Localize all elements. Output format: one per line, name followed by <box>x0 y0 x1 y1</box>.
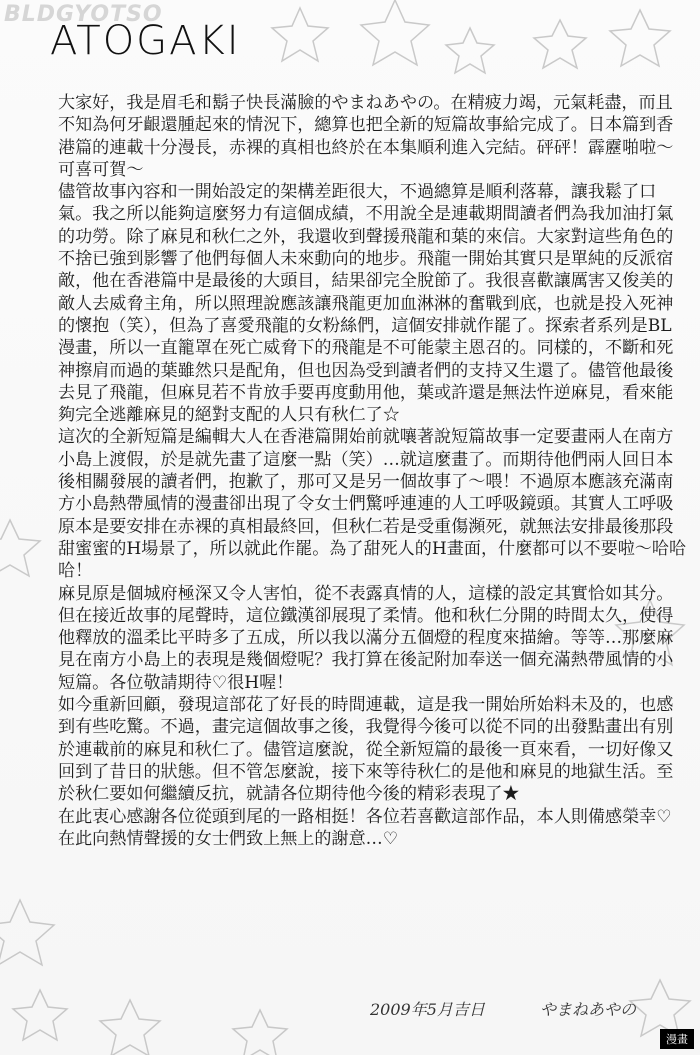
corner-logo: 漫畫 <box>660 1029 694 1049</box>
afterword-body <box>58 92 688 850</box>
paragraph: 麻見原是個城府極深又令人害怕，從不表露真情的人，這樣的設定其實恰如其分。但在接近故事的尾聲時，這位鐵漢卻展現了柔情。他和秋仁分開的時間太久，使得他釋放的溫柔比平時多了五成，所以我以滿分五個燈的程度來描繪。等等…那麼麻見在南方小島上的表現是幾個燈呢？我打算在後記附加奉送一個充滿熱帶風情的小短篇。各位敬請期待♡很H喔！ <box>58 583 674 693</box>
signature-author: やまねあやの <box>540 1000 637 1019</box>
watermark-text: BLDGYOTSO <box>4 2 163 27</box>
paragraph: 在此衷心感謝各位從頭到尾的一路相挺！各位若喜歡這部作品，本人則備感榮幸♡在此向熱情聲援的女士們致上無上的謝意…♡ <box>58 806 672 849</box>
signature-date: 2009年5月吉日 <box>370 1000 485 1019</box>
paragraph: 這次的全新短篇是編輯大人在香港篇開始前就嚷著說短篇故事一定要畫兩人在南方小島上渡假，於是就先畫了這麼一點（笑）…就這麼畫了。而期待他們兩人回日本後相關發展的讀者們，抱歉了，那可又是另一個故事了～喂！不過原本應該充滿南方小島熱帶風情的漫畫卻出現了令女士們驚呼連連的人工呼吸鏡頭。其實人工呼吸原本是要安排在赤裸的真相最終回，但秋仁若是受重傷瀕死，就無法安排最後那段甜蜜蜜的H場景了，所以就此作罷。為了甜死人的H畫面，什麼都可以不要啦～哈哈哈！ <box>58 427 687 582</box>
page-title: ATOGAKI <box>50 18 241 64</box>
paragraph: 如今重新回顧，發現這部花了好長的時間連載，這是我一開始所始料未及的，也感到有些吃驚。不過，畫完這個故事之後，我覺得今後可以從不同的出發點畫出有別於連載前的麻見和秋仁了。儘管這麼說，從全新短篇的最後一頁來看，一切好像又回到了昔日的狀態。但不管怎麼說，接下來等待秋仁的是他和麻見的地獄生活。至於秋仁要如何繼續反抗，就請各位期待他今後的精彩表現了★ <box>58 695 674 805</box>
paragraph: 大家好，我是眉毛和鬍子快長滿臉的やまねあやの。在精疲力竭，元氣耗盡，而且不知為何牙齦還腫起來的情況下，總算也把全新的短篇故事給完成了。日本篇到香港篇的連載十分漫長，赤裸的真相也終於在本集順利進入完結。砰砰！霹靂啪啦～可喜可賀～ <box>58 93 674 180</box>
paragraph: 儘管故事內容和一開始設定的架構差距很大，不過總算是順利落幕，讓我鬆了口氣。我之所以能夠這麼努力有這個成績，不用說全是連載期間讀者們為我加油打氣的功勞。除了麻見和秋仁之外，我還收到聲援飛龍和葉的來信。大家對這些角色的不捨已強到影響了他們每個人未來動向的地步。飛龍一開始其實只是單純的反派宿敵，他在香港篇中是最後的大頭目，結果卻完全脫節了。我很喜歡讓厲害又俊美的敵人去威脅主角，所以照理說應該讓飛龍更加血淋淋的奮戰到底，也就是投入死神的懷抱（笑），但為了喜愛飛龍的女粉絲們，這個安排就作罷了。探索者系列是BL漫畫，所以一直籠罩在死亡威脅下的飛龍是不可能蒙主恩召的。同樣的，不斷和死神擦肩而過的葉雖然只是配角，但也因為受到讀者們的支持又生還了。儘管他最後去見了飛龍，但麻見若不肯放手要再度動用他，葉或許還是無法忤逆麻見，看來能夠完全逃離麻見的絕對支配的人只有秋仁了☆ <box>58 182 674 426</box>
